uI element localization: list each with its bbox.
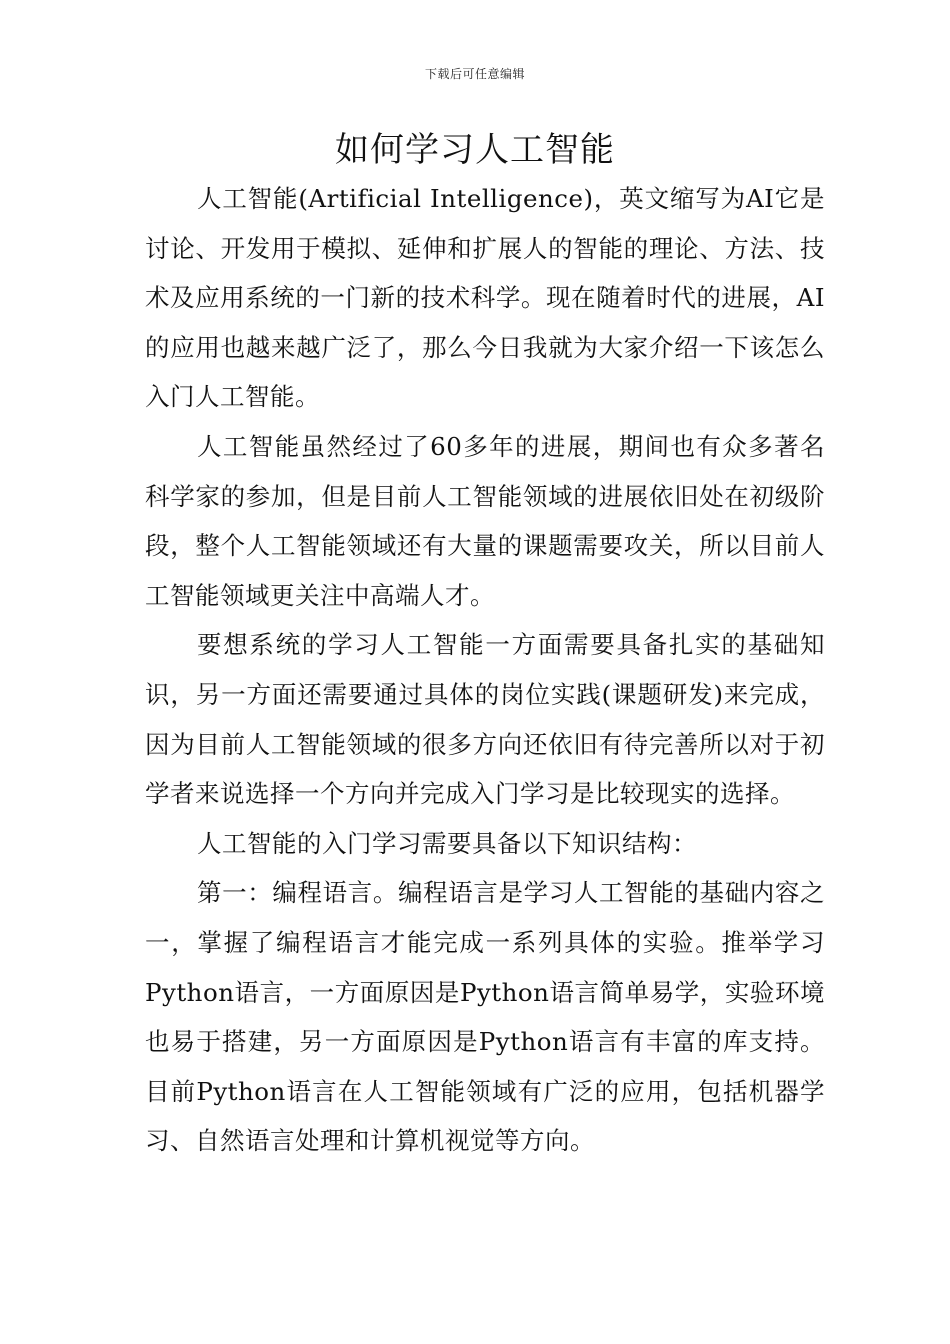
paragraph-learning-approach: 要想系统的学习人工智能一方面需要具备扎实的基础知识，另一方面还需要通过具体的岗位实践(课题研发)来完成，因为目前人工智能领域的很多方向还依旧有待完善所以对于初学者来说选择一个方向并完成入门学习是比较现实的选择。 [145,630,825,809]
document-title: 如何学习人工智能 [335,130,615,170]
document-body [145,174,825,1166]
paragraph-knowledge-structure: 人工智能的入门学习需要具备以下知识结构： [197,828,697,858]
paragraph-intro: 人工智能(Artificial Intelligence)，英文缩写为AI它是讨论、开发用于模拟、延伸和扩展人的智能的理论、方法、技术及应用系统的一门新的技术科学。现在随着时代的进展，AI的应用也越来越广泛了，那么今日我就为大家介绍一下该怎么入门人工智能。 [145,184,825,412]
paragraph-development: 人工智能虽然经过了60多年的进展，期间也有众多著名科学家的参加，但是目前人工智能领域的进展依旧处在初级阶段，整个人工智能领域还有大量的课题需要攻关，所以目前人工智能领域更关注中高端人才。 [145,431,825,610]
paragraph-programming-language: 第一：编程语言。编程语言是学习人工智能的基础内容之一，掌握了编程语言才能完成一系列具体的实验。推举学习Python语言，一方面原因是Python语言简单易学，实验环境也易于搭建，另一方面原因是Python语言有丰富的库支持。目前Python语言在人工智能领域有广泛的应用，包括机器学习、自然语言处理和计算机视觉等方向。 [145,878,825,1156]
header-note: 下载后可任意编辑 [424,67,525,81]
